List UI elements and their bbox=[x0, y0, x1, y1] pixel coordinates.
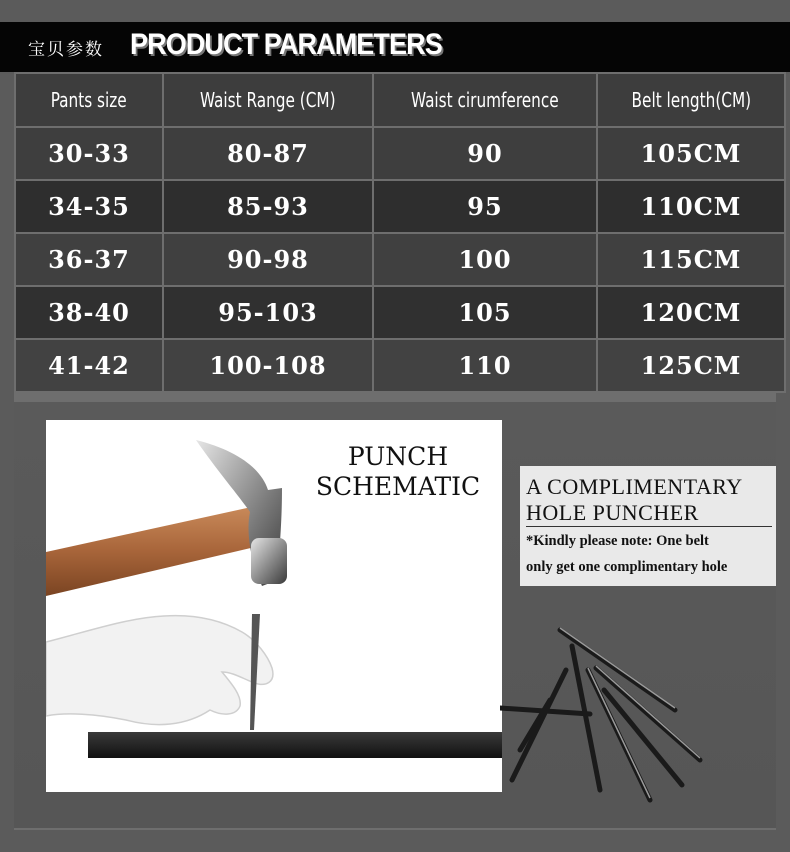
column-header: Belt length(CM) bbox=[597, 73, 785, 127]
table-cell: 90-98 bbox=[163, 233, 373, 286]
table-cell: 80-87 bbox=[163, 127, 373, 180]
header-cn-label: 宝贝参数 bbox=[28, 40, 104, 60]
table-cell: 115CM bbox=[597, 233, 785, 286]
table-cell: 95 bbox=[373, 180, 597, 233]
table-cell: 120CM bbox=[597, 286, 785, 339]
table-cell: 36-37 bbox=[15, 233, 163, 286]
table-row bbox=[15, 180, 785, 233]
table-cell: 95-103 bbox=[163, 286, 373, 339]
schematic-title-line1: PUNCH bbox=[347, 442, 449, 471]
note-divider bbox=[526, 526, 772, 527]
complimentary-note-box bbox=[520, 466, 776, 586]
table-cell: 34-35 bbox=[15, 180, 163, 233]
note-heading-line2: HOLE PUNCHER bbox=[526, 500, 699, 525]
note-text bbox=[526, 528, 774, 580]
table-row bbox=[15, 286, 785, 339]
table-cell: 38-40 bbox=[15, 286, 163, 339]
table-cell: 85-93 bbox=[163, 180, 373, 233]
column-header: Waist cirumference bbox=[373, 73, 597, 127]
column-header: Pants size bbox=[15, 73, 163, 127]
table-cell: 100 bbox=[373, 233, 597, 286]
note-text-line1: *Kindly please note: One belt bbox=[526, 533, 709, 549]
table-cell: 110CM bbox=[597, 180, 785, 233]
table-cell: 125CM bbox=[597, 339, 785, 392]
punch-schematic-photo bbox=[46, 420, 502, 792]
note-text-line2: only get one complimentary hole bbox=[526, 559, 728, 575]
schematic-title-line2: SCHEMATIC bbox=[315, 472, 481, 501]
note-heading-line1: A COMPLIMENTARY bbox=[526, 474, 743, 499]
table-cell: 100-108 bbox=[163, 339, 373, 392]
column-header: Waist Range (CM) bbox=[163, 73, 373, 127]
table-cell: 110 bbox=[373, 339, 597, 392]
table-header-row bbox=[15, 73, 785, 127]
size-table bbox=[14, 72, 786, 393]
table-cell: 105 bbox=[373, 286, 597, 339]
schematic-title bbox=[308, 442, 488, 502]
table-cell: 30-33 bbox=[15, 127, 163, 180]
page-title: PRODUCT PARAMETERS bbox=[130, 28, 442, 61]
size-table-container bbox=[14, 72, 776, 402]
table-row bbox=[15, 339, 785, 392]
table-row bbox=[15, 233, 785, 286]
table-cell: 105CM bbox=[597, 127, 785, 180]
table-cell: 90 bbox=[373, 127, 597, 180]
header-bar bbox=[0, 22, 790, 72]
hole-puncher-pins-illustration bbox=[500, 610, 720, 810]
note-heading bbox=[526, 474, 774, 526]
table-row bbox=[15, 127, 785, 180]
table-cell: 41-42 bbox=[15, 339, 163, 392]
